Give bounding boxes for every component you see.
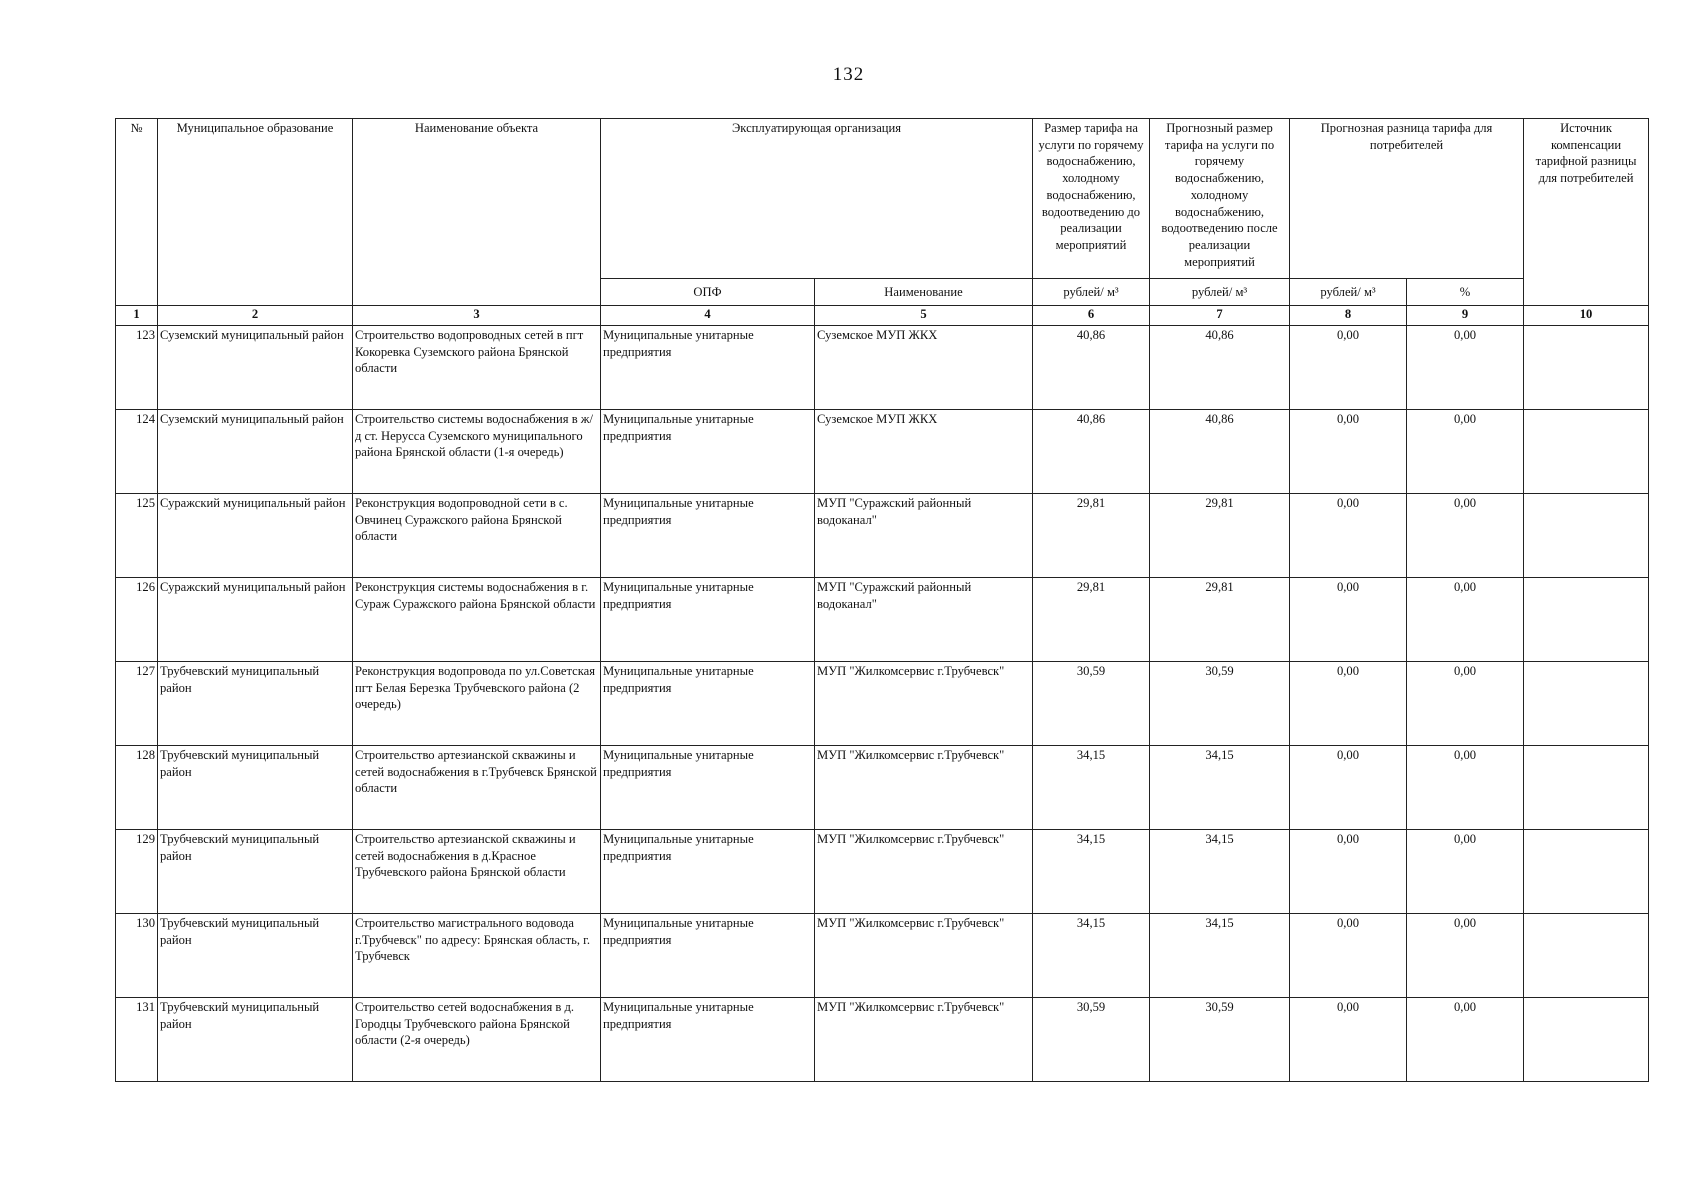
municipality-cell: Трубчевский муниципальный район — [158, 662, 353, 746]
column-number-row — [116, 306, 1649, 326]
header-source: Источник компенсации тарифной разницы для потребителей — [1524, 119, 1649, 306]
municipality-cell: Трубчевский муниципальный район — [158, 830, 353, 914]
object-cell: Строительство системы водоснабжения в ж/д ст. Нерусса Суземского муниципального района Брянской области (1-я очередь) — [353, 410, 601, 494]
header-difference: Прогнозная разница тарифа для потребителей — [1290, 119, 1524, 279]
opf-cell: Муниципальные унитарные предприятия — [601, 830, 815, 914]
org-name-cell: Суземское МУП ЖКХ — [815, 326, 1033, 410]
municipality-cell: Суземский муниципальный район — [158, 326, 353, 410]
diff-rub-cell: 0,00 — [1290, 326, 1407, 410]
header-municipality: Муниципальное образование — [158, 119, 353, 306]
tariff-before-cell: 40,86 — [1033, 410, 1150, 494]
row-number: 131 — [116, 998, 158, 1082]
opf-cell: Муниципальные унитарные предприятия — [601, 578, 815, 662]
source-cell — [1524, 410, 1649, 494]
tariff-before-cell: 34,15 — [1033, 830, 1150, 914]
subheader-org-name: Наименование — [815, 279, 1033, 306]
header-row — [116, 119, 1649, 279]
row-number: 125 — [116, 494, 158, 578]
opf-cell: Муниципальные унитарные предприятия — [601, 998, 815, 1082]
tariff-after-cell: 34,15 — [1150, 914, 1290, 998]
row-number: 126 — [116, 578, 158, 662]
diff-rub-cell: 0,00 — [1290, 494, 1407, 578]
column-number: 7 — [1150, 306, 1290, 326]
unit-diff-rub: рублей/ м³ — [1290, 279, 1407, 306]
source-cell — [1524, 662, 1649, 746]
column-number: 4 — [601, 306, 815, 326]
subheader-opf: ОПФ — [601, 279, 815, 306]
source-cell — [1524, 998, 1649, 1082]
diff-pct-cell: 0,00 — [1407, 746, 1524, 830]
object-cell: Реконструкция водопроводной сети в с. Овчинец Суражского района Брянской области — [353, 494, 601, 578]
object-cell: Строительство магистрального водовода г.Трубчевск" по адресу: Брянская область, г. Трубчевск — [353, 914, 601, 998]
object-cell: Реконструкция системы водоснабжения в г. Сураж Суражского района Брянской области — [353, 578, 601, 662]
tariff-before-cell: 30,59 — [1033, 998, 1150, 1082]
org-name-cell: МУП "Жилкомсервис г.Трубчевск" — [815, 746, 1033, 830]
org-name-cell: МУП "Суражский районный водоканал" — [815, 578, 1033, 662]
table-row — [116, 494, 1649, 578]
municipality-cell: Трубчевский муниципальный район — [158, 914, 353, 998]
column-number: 2 — [158, 306, 353, 326]
org-name-cell: МУП "Суражский районный водоканал" — [815, 494, 1033, 578]
object-cell: Строительство артезианской скважины и сетей водоснабжения в д.Красное Трубчевского района Брянской области — [353, 830, 601, 914]
tariff-before-cell: 30,59 — [1033, 662, 1150, 746]
row-number: 130 — [116, 914, 158, 998]
column-number: 10 — [1524, 306, 1649, 326]
diff-rub-cell: 0,00 — [1290, 662, 1407, 746]
row-number: 128 — [116, 746, 158, 830]
column-number: 6 — [1033, 306, 1150, 326]
column-number: 1 — [116, 306, 158, 326]
municipality-cell: Суражский муниципальный район — [158, 578, 353, 662]
header-no: № — [116, 119, 158, 306]
table-row — [116, 410, 1649, 494]
diff-rub-cell: 0,00 — [1290, 578, 1407, 662]
municipality-cell: Трубчевский муниципальный район — [158, 746, 353, 830]
header-object: Наименование объекта — [353, 119, 601, 306]
tariff-table — [115, 118, 1649, 1082]
page-number: 132 — [832, 64, 865, 85]
object-cell: Реконструкция водопровода по ул.Советская пгт Белая Березка Трубчевского района (2 очередь) — [353, 662, 601, 746]
tariff-after-cell: 34,15 — [1150, 830, 1290, 914]
org-name-cell: МУП "Жилкомсервис г.Трубчевск" — [815, 830, 1033, 914]
table-row — [116, 326, 1649, 410]
diff-rub-cell: 0,00 — [1290, 998, 1407, 1082]
object-cell: Строительство артезианской скважины и сетей водоснабжения в г.Трубчевск Брянской области — [353, 746, 601, 830]
tariff-after-cell: 29,81 — [1150, 494, 1290, 578]
unit-tariff-after: рублей/ м³ — [1150, 279, 1290, 306]
row-number: 124 — [116, 410, 158, 494]
diff-rub-cell: 0,00 — [1290, 830, 1407, 914]
object-cell: Строительство сетей водоснабжения в д. Городцы Трубчевского района Брянской области (2-я очередь) — [353, 998, 601, 1082]
tariff-before-cell: 34,15 — [1033, 746, 1150, 830]
column-number: 5 — [815, 306, 1033, 326]
tariff-before-cell: 34,15 — [1033, 914, 1150, 998]
diff-pct-cell: 0,00 — [1407, 914, 1524, 998]
table-row — [116, 998, 1649, 1082]
municipality-cell: Трубчевский муниципальный район — [158, 998, 353, 1082]
diff-pct-cell: 0,00 — [1407, 998, 1524, 1082]
table-row — [116, 914, 1649, 998]
diff-pct-cell: 0,00 — [1407, 662, 1524, 746]
table-row — [116, 578, 1649, 662]
diff-rub-cell: 0,00 — [1290, 746, 1407, 830]
diff-pct-cell: 0,00 — [1407, 410, 1524, 494]
diff-rub-cell: 0,00 — [1290, 410, 1407, 494]
opf-cell: Муниципальные унитарные предприятия — [601, 410, 815, 494]
row-number: 129 — [116, 830, 158, 914]
header-tariff-after: Прогнозный размер тарифа на услуги по горячему водоснабжению, холодному водоснабжению, водоотведению после реализации мероприятий — [1150, 119, 1290, 279]
diff-rub-cell: 0,00 — [1290, 914, 1407, 998]
column-number: 3 — [353, 306, 601, 326]
diff-pct-cell: 0,00 — [1407, 326, 1524, 410]
tariff-after-cell: 40,86 — [1150, 326, 1290, 410]
table-row — [116, 746, 1649, 830]
row-number: 123 — [116, 326, 158, 410]
object-cell: Строительство водопроводных сетей в пгт Кокоревка Суземского района Брянской области — [353, 326, 601, 410]
unit-diff-pct: % — [1407, 279, 1524, 306]
tariff-after-cell: 34,15 — [1150, 746, 1290, 830]
tariff-after-cell: 30,59 — [1150, 662, 1290, 746]
source-cell — [1524, 494, 1649, 578]
opf-cell: Муниципальные унитарные предприятия — [601, 914, 815, 998]
org-name-cell: МУП "Жилкомсервис г.Трубчевск" — [815, 998, 1033, 1082]
column-number: 8 — [1290, 306, 1407, 326]
header-operator: Эксплуатирующая организация — [601, 119, 1033, 279]
header-tariff-before: Размер тарифа на услуги по горячему водоснабжению, холодному водоснабжению, водоотведению до реализации мероприятий — [1033, 119, 1150, 279]
org-name-cell: Суземское МУП ЖКХ — [815, 410, 1033, 494]
opf-cell: Муниципальные унитарные предприятия — [601, 494, 815, 578]
source-cell — [1524, 914, 1649, 998]
municipality-cell: Суземский муниципальный район — [158, 410, 353, 494]
table-row — [116, 662, 1649, 746]
column-number: 9 — [1407, 306, 1524, 326]
diff-pct-cell: 0,00 — [1407, 830, 1524, 914]
tariff-after-cell: 30,59 — [1150, 998, 1290, 1082]
tariff-before-cell: 29,81 — [1033, 494, 1150, 578]
org-name-cell: МУП "Жилкомсервис г.Трубчевск" — [815, 914, 1033, 998]
tariff-after-cell: 29,81 — [1150, 578, 1290, 662]
source-cell — [1524, 578, 1649, 662]
diff-pct-cell: 0,00 — [1407, 578, 1524, 662]
opf-cell: Муниципальные унитарные предприятия — [601, 746, 815, 830]
tariff-after-cell: 40,86 — [1150, 410, 1290, 494]
table-row — [116, 830, 1649, 914]
source-cell — [1524, 830, 1649, 914]
municipality-cell: Суражский муниципальный район — [158, 494, 353, 578]
diff-pct-cell: 0,00 — [1407, 494, 1524, 578]
source-cell — [1524, 746, 1649, 830]
row-number: 127 — [116, 662, 158, 746]
opf-cell: Муниципальные унитарные предприятия — [601, 662, 815, 746]
source-cell — [1524, 326, 1649, 410]
tariff-before-cell: 40,86 — [1033, 326, 1150, 410]
opf-cell: Муниципальные унитарные предприятия — [601, 326, 815, 410]
tariff-before-cell: 29,81 — [1033, 578, 1150, 662]
unit-tariff-before: рублей/ м³ — [1033, 279, 1150, 306]
org-name-cell: МУП "Жилкомсервис г.Трубчевск" — [815, 662, 1033, 746]
